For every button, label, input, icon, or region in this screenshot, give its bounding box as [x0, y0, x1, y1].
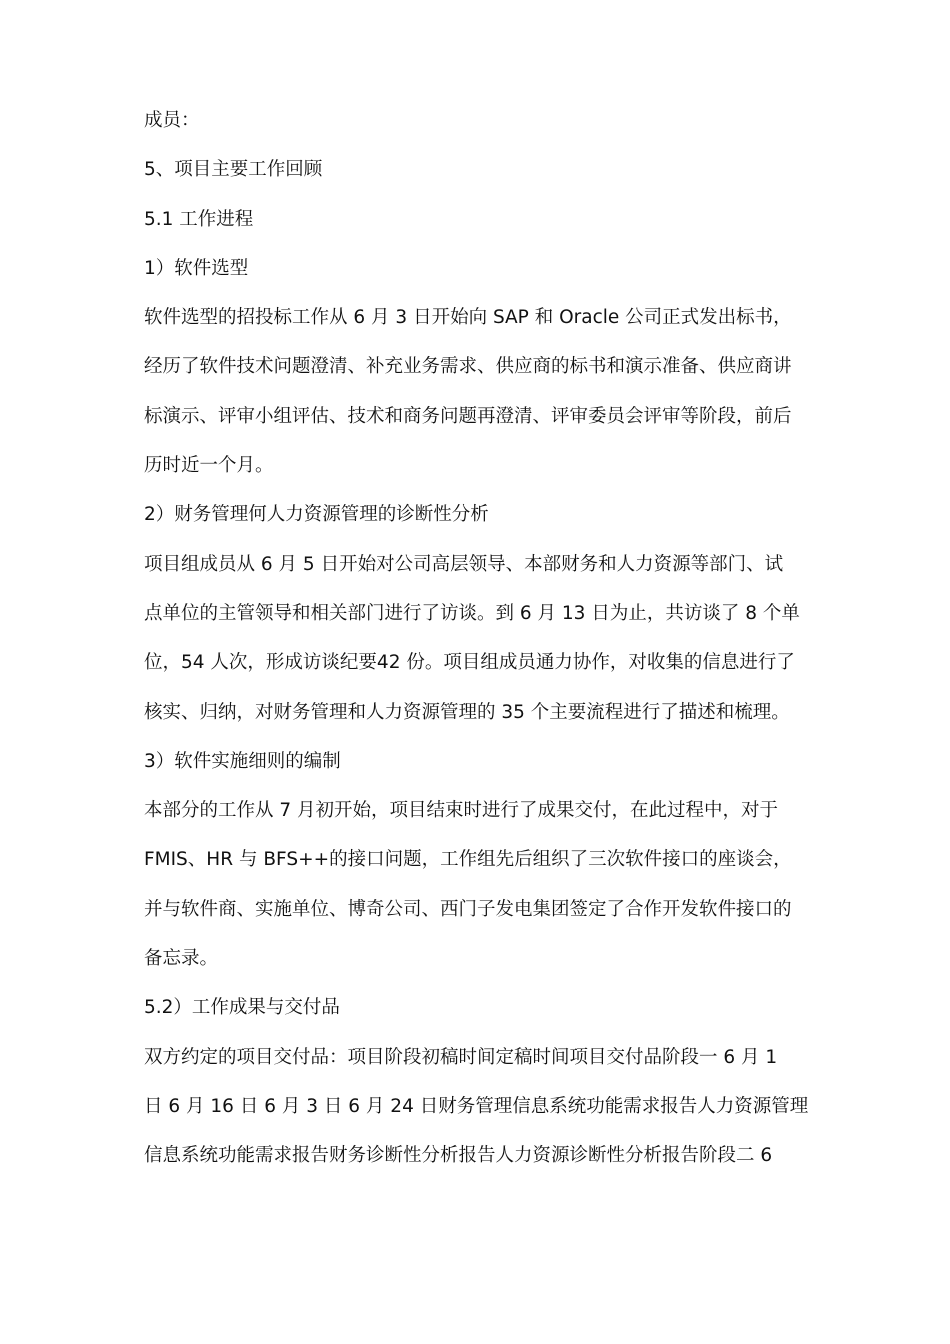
paragraph-line: 点单位的主管领导和相关部门进行了访谈。到 6 月 13 日为止，共访谈了 8 个单 — [144, 602, 800, 624]
section-heading: 5、项目主要工作回顾 — [144, 159, 323, 181]
item-heading: 2）财务管理何人力资源管理的诊断性分析 — [144, 504, 489, 526]
paragraph-line: 位，54 人次，形成访谈纪要42 份。项目组成员通力协作，对收集的信息进行了 — [144, 652, 795, 674]
paragraph-line: 并与软件商、实施单位、博奇公司、西门子发电集团签定了合作开发软件接口的 — [144, 898, 792, 920]
paragraph-line: 备忘录。 — [144, 948, 219, 970]
paragraph-line: 双方约定的项目交付品：项目阶段初稿时间定稿时间项目交付品阶段一 6 月 1 — [144, 1046, 778, 1068]
paragraph-line: 核实、归纳，对财务管理和人力资源管理的 35 个主要流程进行了描述和梳理。 — [144, 701, 790, 723]
paragraph-line: 本部分的工作从 7 月初开始，项目结束时进行了成果交付，在此过程中，对于 — [144, 800, 779, 822]
item-heading: 3）软件实施细则的编制 — [144, 750, 341, 772]
paragraph-line: 项目组成员从 6 月 5 日开始对公司高层领导、本部财务和人力资源等部门、试 — [144, 553, 784, 575]
paragraph-line: FMIS、HR 与 BFS++的接口问题，工作组先后组织了三次软件接口的座谈会， — [144, 849, 792, 871]
subsection-heading: 5.2）工作成果与交付品 — [144, 997, 340, 1019]
subsection-heading: 5.1 工作进程 — [144, 208, 254, 230]
paragraph-line: 经历了软件技术问题澄清、补充业务需求、供应商的标书和演示准备、供应商讲 — [144, 356, 792, 378]
paragraph-line: 日 6 月 16 日 6 月 3 日 6 月 24 日财务管理信息系统功能需求报告人力资源管理 — [144, 1095, 809, 1117]
document-body — [144, 96, 820, 1181]
paragraph-line: 标演示、评审小组评估、技术和商务问题再澄清、评审委员会评审等阶段，前后 — [144, 405, 792, 427]
paragraph-line: 信息系统功能需求报告财务诊断性分析报告人力资源诊断性分析报告阶段二 6 — [144, 1145, 773, 1167]
paragraph-line: 历时近一个月。 — [144, 455, 274, 477]
paragraph-line: 软件选型的招投标工作从 6 月 3 日开始向 SAP 和 Oracle 公司正式发出标书， — [144, 307, 792, 329]
text-line: 成员： — [144, 110, 200, 131]
item-heading: 1）软件选型 — [144, 257, 249, 279]
